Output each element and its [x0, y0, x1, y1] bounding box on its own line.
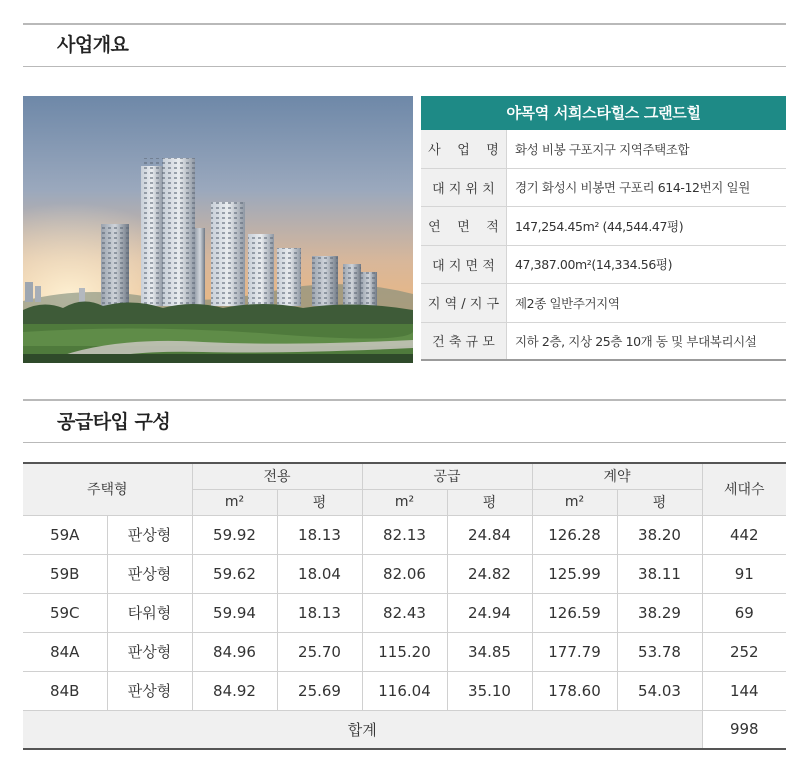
- overview-label: 연 면 적: [421, 207, 507, 245]
- cell-households: 91: [702, 554, 786, 593]
- total-row: [23, 710, 786, 749]
- supply-section-title: 공급타입 구성: [57, 411, 171, 433]
- cell-exclusive-m2: 59.62: [192, 554, 277, 593]
- cell-exclusive-pyeong: 25.70: [277, 632, 362, 671]
- cell-contract-m2: 126.59: [532, 593, 617, 632]
- cell-households: 442: [702, 515, 786, 554]
- cell-exclusive-m2: 59.92: [192, 515, 277, 554]
- cell-supply-pyeong: 24.94: [447, 593, 532, 632]
- cell-exclusive-pyeong: 18.04: [277, 554, 362, 593]
- col-header-households: 세대수: [702, 463, 786, 515]
- cell-supply-pyeong: 34.85: [447, 632, 532, 671]
- overview-label: 대 지 면 적: [421, 246, 507, 284]
- total-households: 998: [702, 710, 786, 749]
- cell-contract-pyeong: 38.29: [617, 593, 702, 632]
- overview-value: 147,254.45m² (44,544.47평): [515, 218, 684, 234]
- overview-value: 지하 2층, 지상 25층 10개 동 및 부대복리시설: [515, 333, 757, 349]
- overview-value: 화성 비봉 구포지구 지역주택조합: [515, 141, 690, 157]
- cell-exclusive-pyeong: 18.13: [277, 593, 362, 632]
- cell-exclusive-pyeong: 18.13: [277, 515, 362, 554]
- cell-style: 판상형: [107, 632, 192, 671]
- cell-exclusive-pyeong: 25.69: [277, 671, 362, 710]
- cell-contract-pyeong: 38.20: [617, 515, 702, 554]
- cell-type: 84A: [23, 632, 107, 671]
- cell-style: 타워형: [107, 593, 192, 632]
- cell-supply-m2: 82.43: [362, 593, 447, 632]
- supply-section-header: [23, 399, 786, 443]
- cell-type: 59A: [23, 515, 107, 554]
- overview-section-header: [23, 23, 786, 67]
- cell-households: 144: [702, 671, 786, 710]
- cell-supply-m2: 82.06: [362, 554, 447, 593]
- cell-type: 59B: [23, 554, 107, 593]
- overview-value: 제2종 일반주거지역: [515, 295, 620, 311]
- col-subheader-pyeong: 평: [617, 489, 702, 515]
- overview-label: 건 축 규 모: [421, 323, 507, 360]
- overview-row: [421, 246, 786, 285]
- total-label: 합계: [23, 710, 702, 749]
- col-subheader-m2: m²: [192, 489, 277, 515]
- col-subheader-pyeong: 평: [277, 489, 362, 515]
- cell-households: 69: [702, 593, 786, 632]
- apartment-rendering-image: [23, 96, 413, 363]
- project-name-title: 야목역 서희스타힐스 그랜드힐: [421, 96, 786, 130]
- cell-exclusive-m2: 84.92: [192, 671, 277, 710]
- table-row: [23, 671, 786, 710]
- overview-row: [421, 323, 786, 362]
- col-subheader-m2: m²: [532, 489, 617, 515]
- cell-exclusive-m2: 84.96: [192, 632, 277, 671]
- table-row: [23, 593, 786, 632]
- cell-supply-pyeong: 24.82: [447, 554, 532, 593]
- cell-supply-pyeong: 24.84: [447, 515, 532, 554]
- table-row: [23, 632, 786, 671]
- cell-contract-m2: 125.99: [532, 554, 617, 593]
- cell-type: 84B: [23, 671, 107, 710]
- col-header-type: 주택형: [23, 463, 192, 515]
- cell-type: 59C: [23, 593, 107, 632]
- cell-supply-m2: 116.04: [362, 671, 447, 710]
- table-row: [23, 515, 786, 554]
- overview-label: 대 지 위 치: [421, 169, 507, 207]
- col-header-exclusive: 전용: [192, 463, 362, 489]
- cell-style: 판상형: [107, 671, 192, 710]
- col-subheader-pyeong: 평: [447, 489, 532, 515]
- overview-label: 지 역 / 지 구: [421, 284, 507, 322]
- cell-contract-m2: 178.60: [532, 671, 617, 710]
- cell-contract-pyeong: 38.11: [617, 554, 702, 593]
- cell-contract-m2: 126.28: [532, 515, 617, 554]
- cell-supply-m2: 115.20: [362, 632, 447, 671]
- cell-supply-pyeong: 35.10: [447, 671, 532, 710]
- cell-contract-m2: 177.79: [532, 632, 617, 671]
- overview-label: 사 업 명: [421, 130, 507, 168]
- cell-contract-pyeong: 53.78: [617, 632, 702, 671]
- overview-row: [421, 207, 786, 246]
- col-header-contract: 계약: [532, 463, 702, 489]
- cell-contract-pyeong: 54.03: [617, 671, 702, 710]
- cell-style: 판상형: [107, 554, 192, 593]
- col-header-supply: 공급: [362, 463, 532, 489]
- col-subheader-m2: m²: [362, 489, 447, 515]
- cell-supply-m2: 82.13: [362, 515, 447, 554]
- cell-exclusive-m2: 59.94: [192, 593, 277, 632]
- overview-row: [421, 284, 786, 323]
- overview-row: [421, 130, 786, 169]
- overview-row: [421, 169, 786, 208]
- overview-section-title: 사업개요: [57, 34, 129, 56]
- cell-households: 252: [702, 632, 786, 671]
- table-row: [23, 554, 786, 593]
- cell-style: 판상형: [107, 515, 192, 554]
- overview-value: 경기 화성시 비봉면 구포리 614-12번지 일원: [515, 180, 750, 196]
- supply-type-table: [23, 462, 786, 750]
- overview-value: 47,387.00m²(14,334.56평): [515, 257, 673, 273]
- overview-table: [421, 96, 786, 361]
